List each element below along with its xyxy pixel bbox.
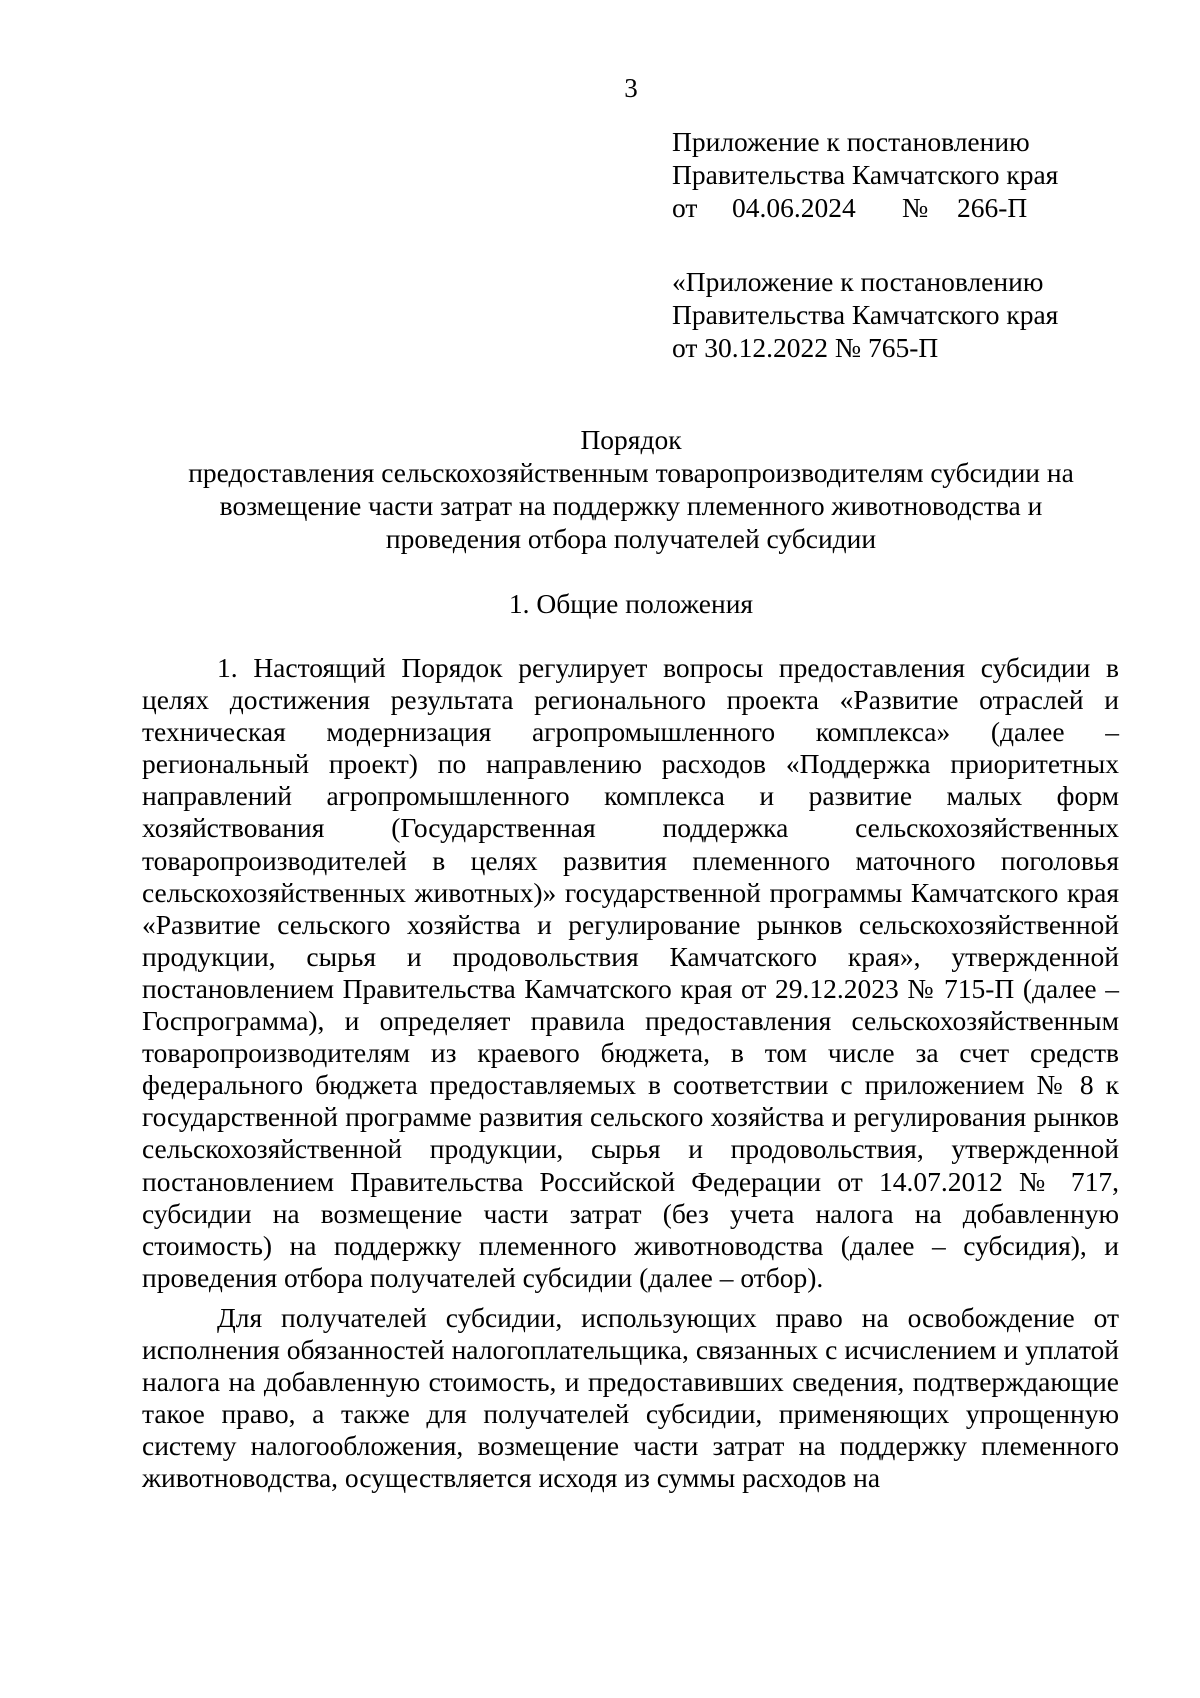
appendix-current (672, 125, 1058, 224)
appendix-current-number-sign: № (902, 192, 929, 223)
section-heading: 1. Общие положения (508, 588, 754, 619)
appendix-previous (672, 265, 1058, 364)
appendix-current-ot: от (672, 192, 698, 223)
paragraph-2: Для получателей субсидии, использующих право на освобождение от исполнения обязанностей налогоплательщика, связанных с исчислением и уплатой налога на добавленную стоимость, и предоставивших сведения, подтверждающие такое право, а также для получателей субсидии, применяющих упрощенную систему налогообложения, возмещение части затрат на поддержку племенного животноводства, осуществляется исходя из суммы расходов на (142, 1301, 1119, 1494)
appendix-current-line1: Приложение к постановлению (672, 126, 1030, 157)
title-line3: возмещение части затрат на поддержку племенного животноводства и (219, 490, 1043, 521)
appendix-previous-line3: от 30.12.2022 № 765-П (672, 332, 939, 363)
title-line4: проведения отбора получателей субсидии (385, 523, 877, 554)
appendix-current-date: 04.06.2024 (732, 192, 856, 223)
appendix-current-line2: Правительства Камчатского края (672, 159, 1059, 190)
page-number: 3 (624, 73, 638, 103)
appendix-previous-line1: «Приложение к постановлению (672, 266, 1044, 297)
appendix-previous-line2: Правительства Камчатского края (672, 299, 1059, 330)
title-line1: Порядок (580, 424, 682, 455)
appendix-current-date-line (672, 191, 1058, 224)
body-text (142, 652, 1119, 1502)
appendix-current-number: 266-П (957, 192, 1028, 223)
document-title (140, 423, 1122, 555)
title-line2: предоставления сельскохозяйственным товаропроизводителям субсидии на (188, 457, 1074, 488)
paragraph-1: 1. Настоящий Порядок регулирует вопросы предоставления субсидии в целях достижения результата регионального проекта «Развитие отраслей и техническая модернизация агропромышленного комплекса» (далее – региональный проект) по направлению расходов «Поддержка приоритетных направлений агропромышленного комплекса и развитие малых форм хозяйствования (Государственная поддержка сельскохозяйственных товаропроизводителей в целях развития племенного маточного поголовья сельскохозяйственных животных)» государственной программы Камчатского края «Развитие сельского хозяйства и регулирование рынков сельскохозяйственной продукции, сырья и продовольствия Камчатского края», утвержденной постановлением Правительства Камчатского края от 29.12.2023 № 715-П (далее – Госпрограмма), и определяет правила предоставления сельскохозяйственным товаропроизводителям из краевого бюджета, в том числе за счет средств федерального бюджета предоставляемых в соответствии с приложением № 8 к государственной программе развития сельского хозяйства и регулирования рынков сельскохозяйственной продукции, сырья и продовольствия, утвержденной постановлением Правительства Российской Федерации от 14.07.2012 № 717, субсидии на возмещение части затрат (без учета налога на добавленную стоимость) на поддержку племенного животноводства (далее – субсидия), и проведения отбора получателей субсидии (далее – отбор). (142, 652, 1119, 1293)
